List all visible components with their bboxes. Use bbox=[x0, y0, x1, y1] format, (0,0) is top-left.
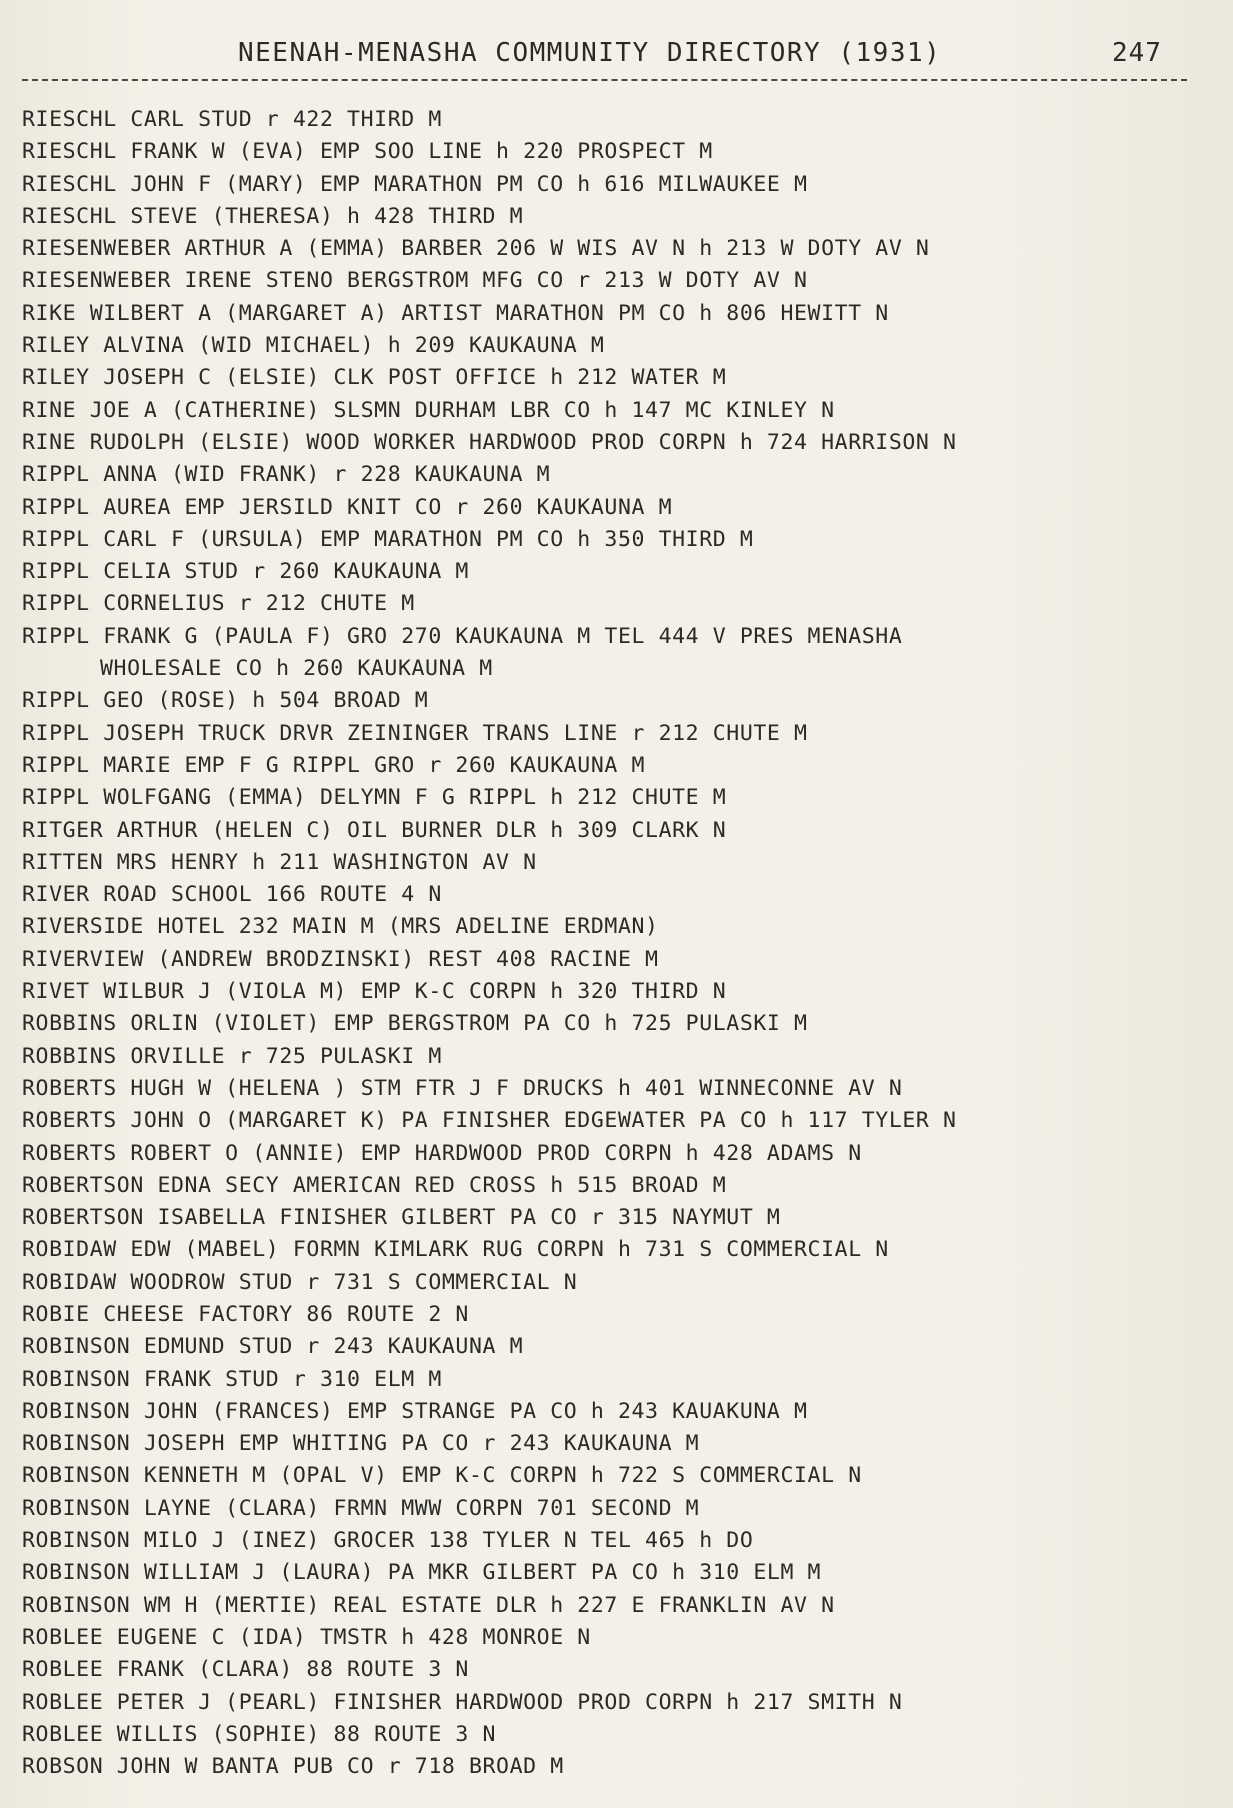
page-number: 247 bbox=[1112, 38, 1162, 68]
entry: RIPPL JOSEPH TRUCK DRVR ZEININGER TRANS LINE r 212 CHUTE M bbox=[22, 720, 808, 746]
entry: RIPPL ANNA (WID FRANK) r 228 KAUKAUNA M bbox=[22, 462, 551, 488]
entry: RIESENWEBER IRENE STENO BERGSTROM MFG CO r 213 W DOTY AV N bbox=[22, 268, 808, 294]
page-header bbox=[0, 38, 1233, 78]
entry: RIVERVIEW (ANDREW BRODZINSKI) REST 408 RACINE M bbox=[22, 946, 659, 972]
entry: ROBLEE EUGENE C (IDA) TMSTR h 428 MONROE N bbox=[22, 1624, 591, 1650]
entry: RIESCHL STEVE (THERESA) h 428 THIRD M bbox=[22, 203, 524, 229]
entry: ROBERTSON EDNA SECY AMERICAN RED CROSS h 515 BROAD M bbox=[22, 1172, 727, 1198]
directory-entries bbox=[22, 104, 1217, 1783]
entry: ROBBINS ORLIN (VIOLET) EMP BERGSTROM PA CO h 725 PULASKI M bbox=[22, 1011, 808, 1037]
entry: RIPPL AUREA EMP JERSILD KNIT CO r 260 KAUKAUNA M bbox=[22, 494, 673, 520]
entry: RIPPL CELIA STUD r 260 KAUKAUNA M bbox=[22, 559, 469, 585]
entry: ROBBINS ORVILLE r 725 PULASKI M bbox=[22, 1043, 442, 1069]
entry: ROBINSON KENNETH M (OPAL V) EMP K-C CORPN h 722 S COMMERCIAL N bbox=[22, 1463, 862, 1489]
entry: ROBERTS ROBERT O (ANNIE) EMP HARDWOOD PROD CORPN h 428 ADAMS N bbox=[22, 1140, 862, 1166]
entry: ROBINSON JOSEPH EMP WHITING PA CO r 243 KAUKAUNA M bbox=[22, 1431, 700, 1457]
entry: ROBERTSON ISABELLA FINISHER GILBERT PA CO r 315 NAYMUT M bbox=[22, 1205, 781, 1231]
entry: RIPPL FRANK G (PAULA F) GRO 270 KAUKAUNA M TEL 444 V PRES MENASHA bbox=[22, 623, 903, 649]
entry: ROBINSON WM H (MERTIE) REAL ESTATE DLR h 227 E FRANKLIN AV N bbox=[22, 1592, 835, 1618]
entry: RIPPL CARL F (URSULA) EMP MARATHON PM CO h 350 THIRD M bbox=[22, 526, 754, 552]
entry: ROBLEE FRANK (CLARA) 88 ROUTE 3 N bbox=[22, 1657, 469, 1683]
entry: RIPPL GEO (ROSE) h 504 BROAD M bbox=[22, 688, 429, 714]
entry: RIPPL CORNELIUS r 212 CHUTE M bbox=[22, 591, 415, 617]
entry: RIVER ROAD SCHOOL 166 ROUTE 4 N bbox=[22, 882, 442, 908]
entry: RILEY JOSEPH C (ELSIE) CLK POST OFFICE h 212 WATER M bbox=[22, 365, 727, 391]
page-title: NEENAH-MENASHA COMMUNITY DIRECTORY (1931) bbox=[238, 38, 942, 68]
entry: ROBINSON MILO J (INEZ) GROCER 138 TYLER N TEL 465 h DO bbox=[22, 1528, 754, 1554]
entry: ROBINSON JOHN (FRANCES) EMP STRANGE PA CO h 243 KAUAKUNA M bbox=[22, 1398, 808, 1424]
entry: RITGER ARTHUR (HELEN C) OIL BURNER DLR h 309 CLARK N bbox=[22, 817, 727, 843]
entry: RIESCHL FRANK W (EVA) EMP SOO LINE h 220 PROSPECT M bbox=[22, 139, 713, 165]
entry: RILEY ALVINA (WID MICHAEL) h 209 KAUKAUNA M bbox=[22, 333, 605, 359]
entry: RINE RUDOLPH (ELSIE) WOOD WORKER HARDWOOD PROD CORPN h 724 HARRISON N bbox=[22, 429, 957, 455]
entry-continuation: WHOLESALE CO h 260 KAUKAUNA M bbox=[100, 656, 493, 682]
entry: ROBINSON LAYNE (CLARA) FRMN MWW CORPN 701 SECOND M bbox=[22, 1495, 700, 1521]
entry: ROBLEE PETER J (PEARL) FINISHER HARDWOOD PROD CORPN h 217 SMITH N bbox=[22, 1689, 903, 1715]
entry: RINE JOE A (CATHERINE) SLSMN DURHAM LBR CO h 147 MC KINLEY N bbox=[22, 397, 835, 423]
entry: ROBIE CHEESE FACTORY 86 ROUTE 2 N bbox=[22, 1301, 469, 1327]
entry: RIVERSIDE HOTEL 232 MAIN M (MRS ADELINE ERDMAN) bbox=[22, 914, 659, 940]
entry: ROBLEE WILLIS (SOPHIE) 88 ROUTE 3 N bbox=[22, 1721, 497, 1747]
entry: ROBERTS JOHN O (MARGARET K) PA FINISHER EDGEWATER PA CO h 117 TYLER N bbox=[22, 1108, 957, 1134]
entry: RIESENWEBER ARTHUR A (EMMA) BARBER 206 W WIS AV N h 213 W DOTY AV N bbox=[22, 236, 930, 262]
entry: RIPPL MARIE EMP F G RIPPL GRO r 260 KAUKAUNA M bbox=[22, 752, 646, 778]
entry: ROBINSON EDMUND STUD r 243 KAUKAUNA M bbox=[22, 1334, 524, 1360]
entry: RIKE WILBERT A (MARGARET A) ARTIST MARATHON PM CO h 806 HEWITT N bbox=[22, 300, 889, 326]
entry: RIPPL WOLFGANG (EMMA) DELYMN F G RIPPL h 212 CHUTE M bbox=[22, 785, 727, 811]
entry: ROBIDAW WOODROW STUD r 731 S COMMERCIAL N bbox=[22, 1269, 578, 1295]
entry: RIVET WILBUR J (VIOLA M) EMP K-C CORPN h 320 THIRD N bbox=[22, 979, 727, 1005]
entry: ROBINSON FRANK STUD r 310 ELM M bbox=[22, 1366, 442, 1392]
entry: ROBERTS HUGH W (HELENA ) STM FTR J F DRUCKS h 401 WINNECONNE AV N bbox=[22, 1075, 903, 1101]
entry: RIESCHL JOHN F (MARY) EMP MARATHON PM CO h 616 MILWAUKEE M bbox=[22, 171, 808, 197]
entry: RIESCHL CARL STUD r 422 THIRD M bbox=[22, 107, 442, 132]
header-rule bbox=[22, 79, 1187, 81]
entry: RITTEN MRS HENRY h 211 WASHINGTON AV N bbox=[22, 849, 537, 875]
entry: ROBIDAW EDW (MABEL) FORMN KIMLARK RUG CORPN h 731 S COMMERCIAL N bbox=[22, 1237, 889, 1263]
entry: ROBINSON WILLIAM J (LAURA) PA MKR GILBERT PA CO h 310 ELM M bbox=[22, 1560, 822, 1586]
entry: ROBSON JOHN W BANTA PUB CO r 718 BROAD M bbox=[22, 1754, 564, 1780]
